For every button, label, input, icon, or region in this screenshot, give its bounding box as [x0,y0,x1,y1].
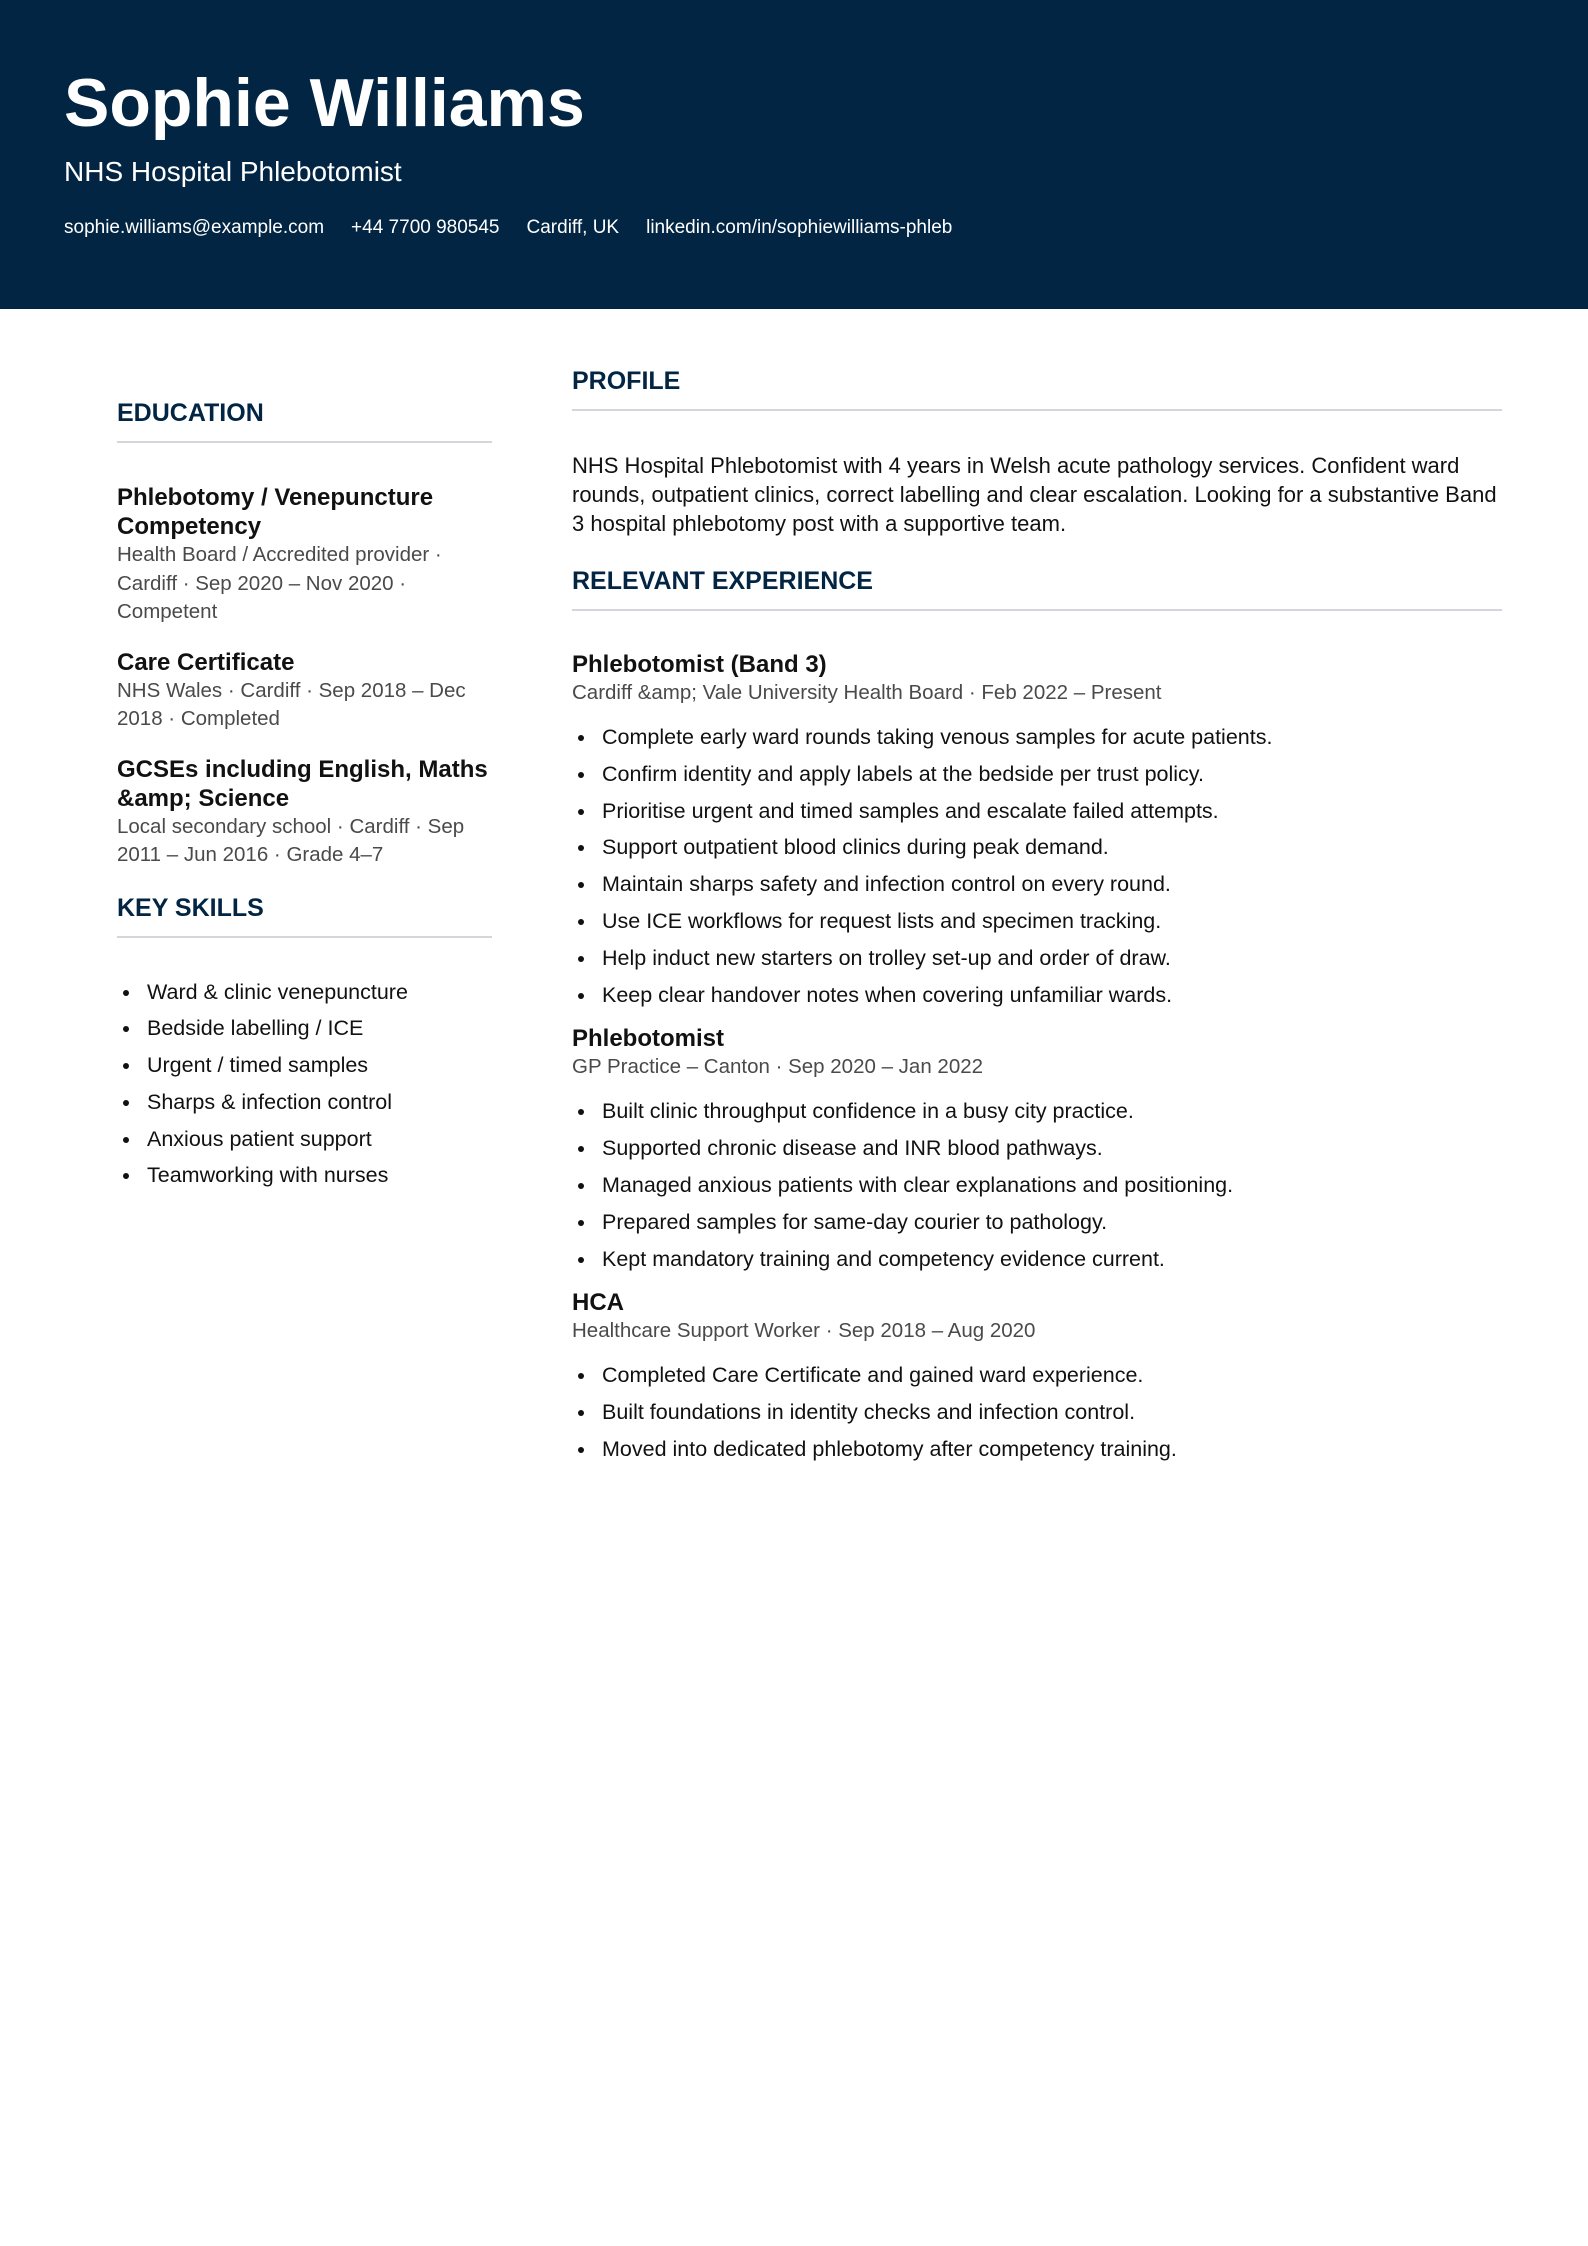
job-meta: Healthcare Support Worker · Sep 2018 – Aug 2020 [572,1319,1036,1343]
list-item: Built clinic throughput confidence in a busy city practice. [572,1093,1502,1130]
job-bullets [572,1093,1502,1277]
list-item: Urgent / timed samples [117,1047,492,1084]
profile-heading: PROFILE [572,364,1502,411]
list-item: Maintain sharps safety and infection control on every round. [572,866,1502,903]
education-heading: EDUCATION [117,396,492,443]
right-column [572,364,1502,1480]
education-title: Care Certificate [117,648,295,676]
list-item: Teamworking with nurses [117,1157,492,1194]
job-title: Phlebotomist (Band 3) [572,651,827,678]
job-entry [572,1289,1502,1467]
job-entry [572,651,1502,1013]
education-item [117,648,492,734]
list-item: Keep clear handover notes when covering unfamiliar wards. [572,977,1502,1014]
job-title: Phlebotomist [572,1025,725,1053]
list-item: Supported chronic disease and INR blood pathways. [572,1130,1502,1167]
candidate-name: Sophie Williams [64,65,585,141]
resume-header [0,0,1588,309]
list-item: Built foundations in identity checks and infection control. [572,1394,1502,1431]
list-item: Anxious patient support [117,1121,492,1158]
job-bullets [572,1357,1502,1467]
contact-phone[interactable]: +44 7700 980545 [351,217,500,238]
list-item: Kept mandatory training and competency evidence current. [572,1241,1502,1278]
profile-section [572,364,1502,538]
profile-summary: NHS Hospital Phlebotomist with 4 years in Welsh acute pathology services. Confident ward rounds, outpatient clinics, correct labelling and clear escalation. Looking for a substantive Band 3 hospital phlebotomy post with a supportive team. [572,453,1497,536]
education-item [117,755,492,870]
list-item: Prepared samples for same-day courier to pathology. [572,1204,1502,1241]
job-entry [572,1025,1502,1277]
list-item: Confirm identity and apply labels at the bedside per trust policy. [572,756,1502,793]
list-item: Bedside labelling / ICE [117,1010,492,1047]
education-meta: NHS Wales · Cardiff · Sep 2018 – Dec 2018 · Completed [117,678,466,730]
education-title: GCSEs including English, Maths &amp; Science [117,755,488,812]
education-meta: Health Board / Accredited provider · Cardiff · Sep 2020 – Nov 2020 · Competent [117,543,442,623]
skills-list [117,974,492,1195]
list-item: Moved into dedicated phlebotomy after competency training. [572,1431,1502,1468]
contact-location: Cardiff, UK [526,217,620,238]
list-item: Use ICE workflows for request lists and specimen tracking. [572,903,1502,940]
list-item: Support outpatient blood clinics during peak demand. [572,829,1502,866]
list-item: Complete early ward rounds taking venous samples for acute patients. [572,719,1502,756]
contact-linkedin[interactable]: linkedin.com/in/sophiewilliams-phleb [646,217,953,238]
experience-heading: RELEVANT EXPERIENCE [572,564,1502,611]
list-item: Completed Care Certificate and gained ward experience. [572,1357,1502,1394]
contact-bar [64,214,979,242]
contact-email[interactable]: sophie.williams@example.com [64,217,325,238]
candidate-role: NHS Hospital Phlebotomist [64,156,402,187]
education-section [117,396,492,870]
list-item: Prioritise urgent and timed samples and escalate failed attempts. [572,793,1502,830]
job-title: HCA [572,1289,624,1317]
skills-heading: KEY SKILLS [117,891,492,938]
list-item: Ward & clinic venepuncture [117,974,492,1011]
education-item [117,483,492,627]
job-meta: Cardiff &amp; Vale University Health Board · Feb 2022 – Present [572,681,1162,704]
job-meta: GP Practice – Canton · Sep 2020 – Jan 2022 [572,1055,984,1079]
experience-section [572,564,1502,1468]
skills-section [117,891,492,1195]
education-meta: Local secondary school · Cardiff · Sep 2011 – Jun 2016 · Grade 4–7 [117,814,465,866]
job-bullets [572,719,1502,1013]
list-item: Managed anxious patients with clear explanations and positioning. [572,1167,1502,1204]
left-column [117,396,492,1194]
list-item: Help induct new starters on trolley set-up and order of draw. [572,940,1502,977]
list-item: Sharps & infection control [117,1084,492,1121]
education-title: Phlebotomy / Venepuncture Competency [117,484,434,540]
